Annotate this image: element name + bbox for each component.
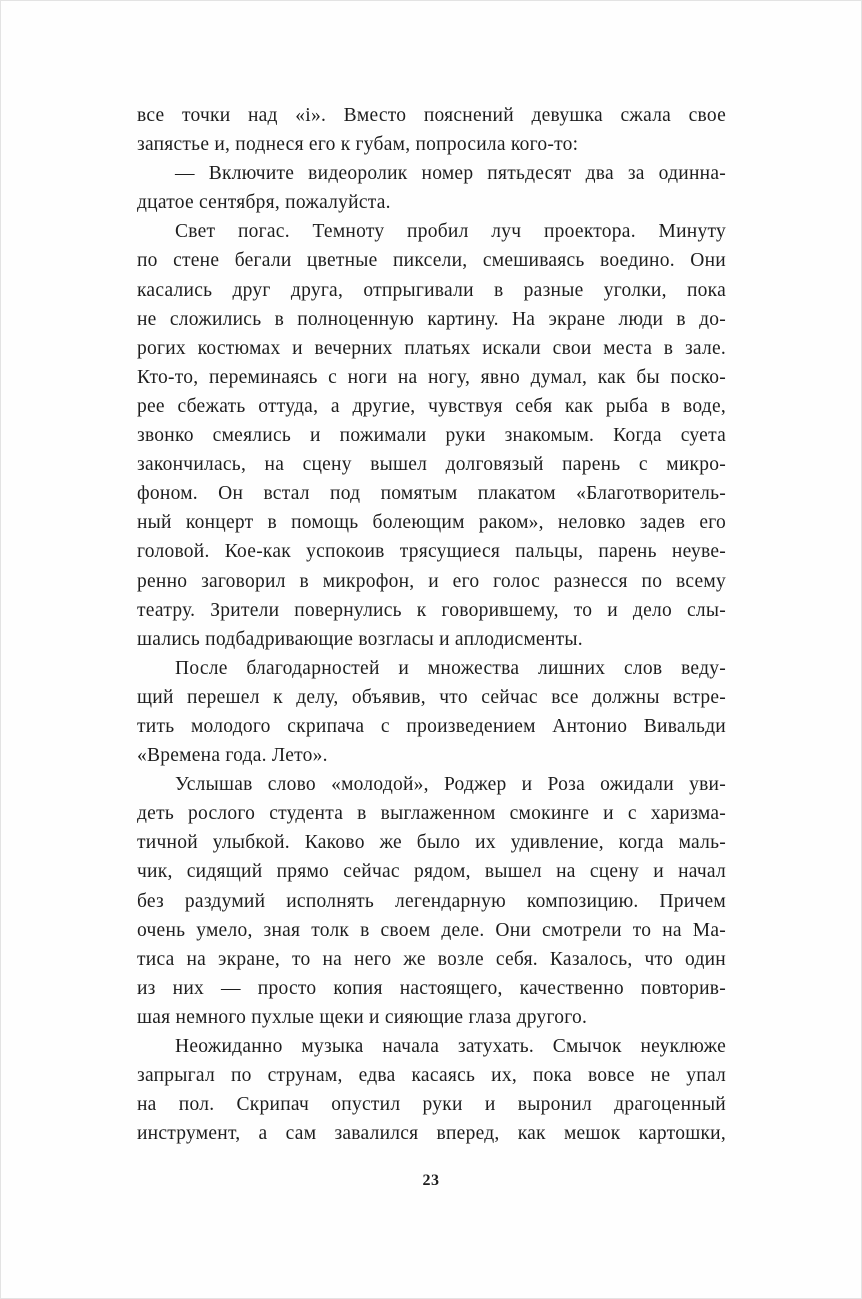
text-line: Кто-то, переминаясь с ноги на ногу, явно думал, как бы поско- (137, 366, 726, 388)
text-line: — Включите видеоролик номер пятьдесят два за одинна- (175, 163, 726, 185)
text-line: из них — просто копия настоящего, качественно повторив- (137, 977, 726, 999)
text-line: без раздумий исполнять легендарную композицию. Причем (137, 890, 726, 912)
text-line: по стене бегали цветные пиксели, смешиваясь воедино. Они (137, 250, 726, 272)
text-line: головой. Кое-как успокоив трясущиеся пальцы, парень неуве- (137, 541, 726, 563)
text-line: звонко смеялись и пожимали руки знакомым. Когда суета (137, 425, 726, 447)
text-line: Неожиданно музыка начала затухать. Смычок неуклюже (175, 1036, 726, 1057)
text-line: тить молодого скрипача с произведением Антонио Вивальди (137, 715, 726, 737)
text-line: Услышав слово «молодой», Роджер и Роза ожидали уви- (175, 774, 726, 796)
text-line: шая немного пухлые щеки и сияющие глаза другого. (137, 1006, 588, 1028)
text-line: щий перешел к делу, объявив, что сейчас все должны встре- (137, 686, 726, 708)
text-line: не сложились в полноценную картину. На экране люди в до- (137, 308, 726, 330)
text-line: театру. Зрители повернулись к говорившему, то и дело слы- (137, 599, 726, 621)
text-line: деть рослого студента в выглаженном смокинге и с харизма- (137, 803, 726, 825)
text-line: шались подбадривающие возгласы и аплодисменты. (137, 628, 583, 650)
text-line: рее сбежать оттуда, а другие, чувствуя себя как рыба в воде, (137, 395, 726, 417)
text-line: ренно заговорил в микрофон, и его голос разнесся по всему (137, 570, 726, 592)
text-line: фоном. Он встал под помятым плакатом «Благотворитель- (137, 483, 726, 505)
text-line: очень умело, зная толк в своем деле. Они смотрели то на Ма- (137, 919, 726, 941)
text-line: запястье и, поднеся его к губам, попросила кого-то: (137, 134, 579, 156)
text-line: Свет погас. Темноту пробил луч проектора. Минуту (175, 221, 726, 243)
text-line: все точки над «i». Вместо пояснений девушка сжала свое (137, 105, 726, 126)
text-line: касались друг друга, отпрыгивали в разные уголки, пока (137, 279, 726, 301)
text-line: чик, сидящий прямо сейчас рядом, вышел на сцену и начал (137, 861, 726, 883)
text-line: закончилась, на сцену вышел долговязый парень с микро- (137, 454, 726, 476)
text-line: дцатое сентября, пожалуйста. (137, 192, 391, 214)
text-line: «Времена года. Лето». (137, 745, 328, 767)
page-number: 23 (422, 1172, 440, 1189)
page-text (137, 101, 726, 1148)
text-line: рогих костюмах и вечерних платьях искали свои места в зале. (137, 337, 726, 359)
text-line: на пол. Скрипач опустил руки и выронил драгоценный (137, 1094, 726, 1116)
text-line: После благодарностей и множества лишних слов веду- (175, 657, 726, 679)
text-line: тичной улыбкой. Каково же было их удивление, когда маль- (137, 832, 726, 854)
text-line: инструмент, а сам завалился вперед, как мешок картошки, (137, 1123, 726, 1145)
text-line: тиса на экране, то на него же возле себя. Казалось, что один (137, 948, 726, 970)
text-line: ный концерт в помощь болеющим раком», неловко задев его (137, 512, 726, 534)
text-line: запрыгал по струнам, едва касаясь их, пока вовсе не упал (137, 1065, 726, 1087)
